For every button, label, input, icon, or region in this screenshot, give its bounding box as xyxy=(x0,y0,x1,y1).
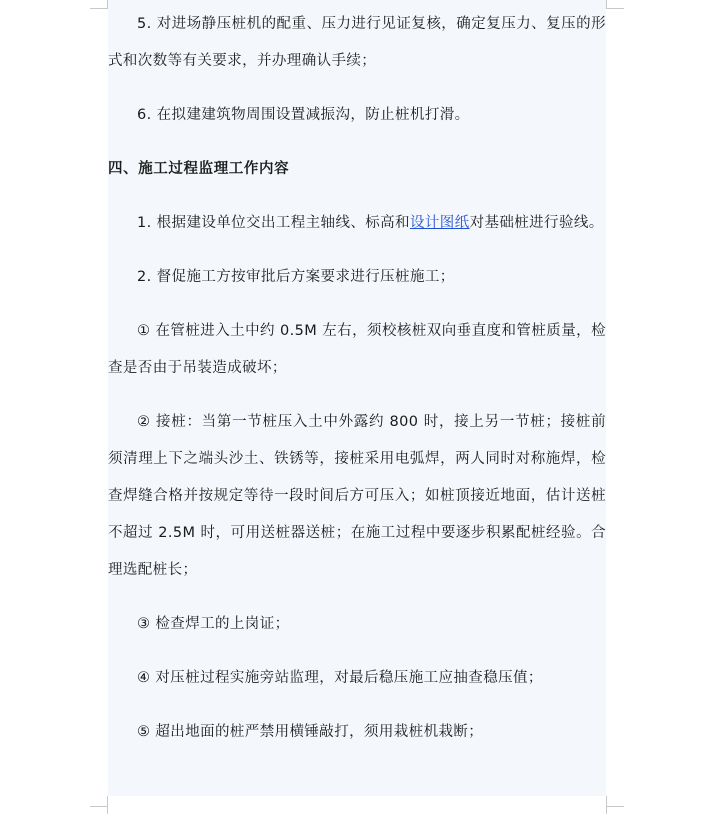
paragraph-item-1 xyxy=(108,205,606,242)
paragraph-item-6: 6. 在拟建建筑物周围设置减振沟，防止桩机打滑。 xyxy=(137,107,470,123)
paragraph-sub-item-2: ② 接桩：当第一节桩压入土中外露约 800 时，接上另一节桩；接桩前须清理上下之端头沙土、铁锈等，接桩采用电弧焊，两人同时对称施焊，检查焊缝合格并按规定等待一段时间后方可压入；如桩顶接近地面，估计送桩不超过 2.5M 时，可用送桩器送桩；在施工过程中要逐步积累配桩经验。合理选配桩长； xyxy=(108,414,606,578)
paragraph-sub-item-4: ④ 对压桩过程实施旁站监理，对最后稳压施工应抽查稳压值； xyxy=(137,670,543,686)
design-drawing-link[interactable]: 设计图纸 xyxy=(409,215,470,231)
paragraph-item-2: 2. 督促施工方按审批后方案要求进行压桩施工； xyxy=(137,269,455,285)
paragraph-text-before-link: 1. 根据建设单位交出工程主轴线、标高和 xyxy=(137,215,410,231)
paragraph-sub-item-5: ⑤ 超出地面的桩严禁用横锤敲打，须用栽桩机栽断； xyxy=(137,724,484,740)
section-heading: 四、施工过程监理工作内容 xyxy=(108,161,290,177)
document-body xyxy=(108,6,606,768)
paragraph-item-5: 5. 对进场静压桩机的配重、压力进行见证复核，确定复压力、复压的形式和次数等有关要求，并办理确认手续； xyxy=(108,16,606,69)
paragraph-sub-item-3: ③ 检查焊工的上岗证； xyxy=(137,616,290,632)
paragraph-sub-item-1: ① 在管桩进入土中约 0.5M 左右，须校核桩双向垂直度和管桩质量，检查是否由于吊装造成破坏； xyxy=(108,323,606,376)
paragraph-text-after-link: 对基础桩进行验线。 xyxy=(469,215,604,231)
